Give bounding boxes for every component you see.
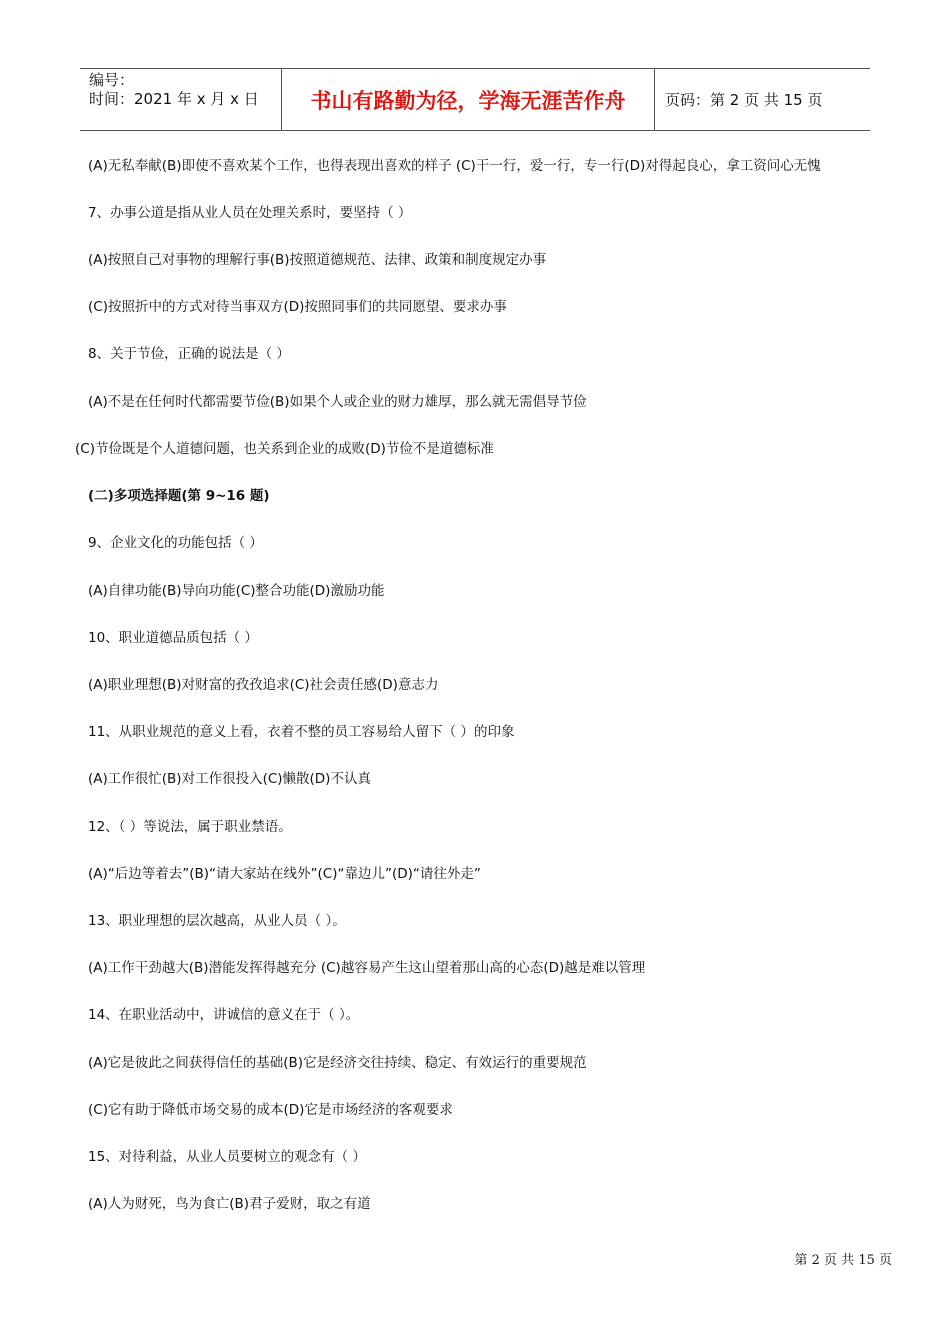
body-line: (C)节俭既是个人道德问题，也关系到企业的成败(D)节俭不是道德标准	[75, 441, 494, 457]
body-line: (C)它有助于降低市场交易的成本(D)它是市场经济的客观要求	[88, 1102, 453, 1118]
body-line: (A)职业理想(B)对财富的孜孜追求(C)社会责任感(D)意志力	[88, 677, 439, 693]
question-line: 14、在职业活动中，讲诚信的意义在于（ ）。	[88, 1007, 360, 1023]
body-line: (A)人为财死，鸟为食亡(B)君子爱财，取之有道	[88, 1196, 371, 1212]
question-line: 12、（ ）等说法，属于职业禁语。	[88, 819, 292, 835]
header-meta	[80, 69, 282, 130]
page-footer: 第 2 页 共 15 页	[794, 1253, 892, 1268]
body-line: (A)工作干劲越大(B)潜能发挥得越充分 (C)越容易产生这山望着那山高的心态(D)越是难以管理	[88, 960, 646, 976]
body-line: (A)不是在任何时代都需要节俭(B)如果个人或企业的财力雄厚，那么就无需倡导节俭	[88, 394, 587, 410]
body-line: (A)无私奉献(B)即使不喜欢某个工作，也得表现出喜欢的样子 (C)干一行，爱一行，专一行(D)对得起良心，拿工资问心无愧	[88, 158, 821, 174]
question-line: 10、职业道德品质包括（ ）	[88, 630, 258, 646]
question-line: 15、对待利益，从业人员要树立的观念有（ ）	[88, 1149, 366, 1165]
body-line: (A)按照自己对事物的理解行事(B)按照道德规范、法律、政策和制度规定办事	[88, 252, 547, 268]
document-date-label: 时间：2021 年 x 月 x 日	[89, 90, 259, 108]
body-line: (A)它是彼此之间获得信任的基础(B)它是经济交往持续、稳定、有效运行的重要规范	[88, 1055, 587, 1071]
document-number-label: 编号：	[89, 71, 135, 89]
body-line: (C)按照折中的方式对待当事双方(D)按照同事们的共同愿望、要求办事	[88, 299, 507, 315]
page-header	[80, 68, 870, 131]
header-page-number: 页码：第 2 页 共 15 页	[665, 91, 823, 109]
question-line: 11、从职业规范的意义上看，衣着不整的员工容易给人留下（ ）的印象	[88, 724, 515, 740]
question-line: 8、关于节俭，正确的说法是（ ）	[88, 346, 290, 362]
question-line: 13、职业理想的层次越高，从业人员（ ）。	[88, 913, 346, 929]
question-line: 9、企业文化的功能包括（ ）	[88, 535, 263, 551]
section-heading: (二)多项选择题(第 9~16 题)	[88, 488, 270, 504]
body-line: (A)工作很忙(B)对工作很投入(C)懒散(D)不认真	[88, 771, 371, 787]
body-line: (A)自律功能(B)导向功能(C)整合功能(D)激励功能	[88, 583, 385, 599]
question-line: 7、办事公道是指从业人员在处理关系时，要坚持（ ）	[88, 205, 412, 221]
header-motto: 书山有路勤为径，学海无涯苦作舟	[282, 69, 655, 130]
body-line: (A)“后边等着去”(B)“请大家站在线外”(C)“靠边儿”(D)“请往外走”	[88, 866, 481, 882]
